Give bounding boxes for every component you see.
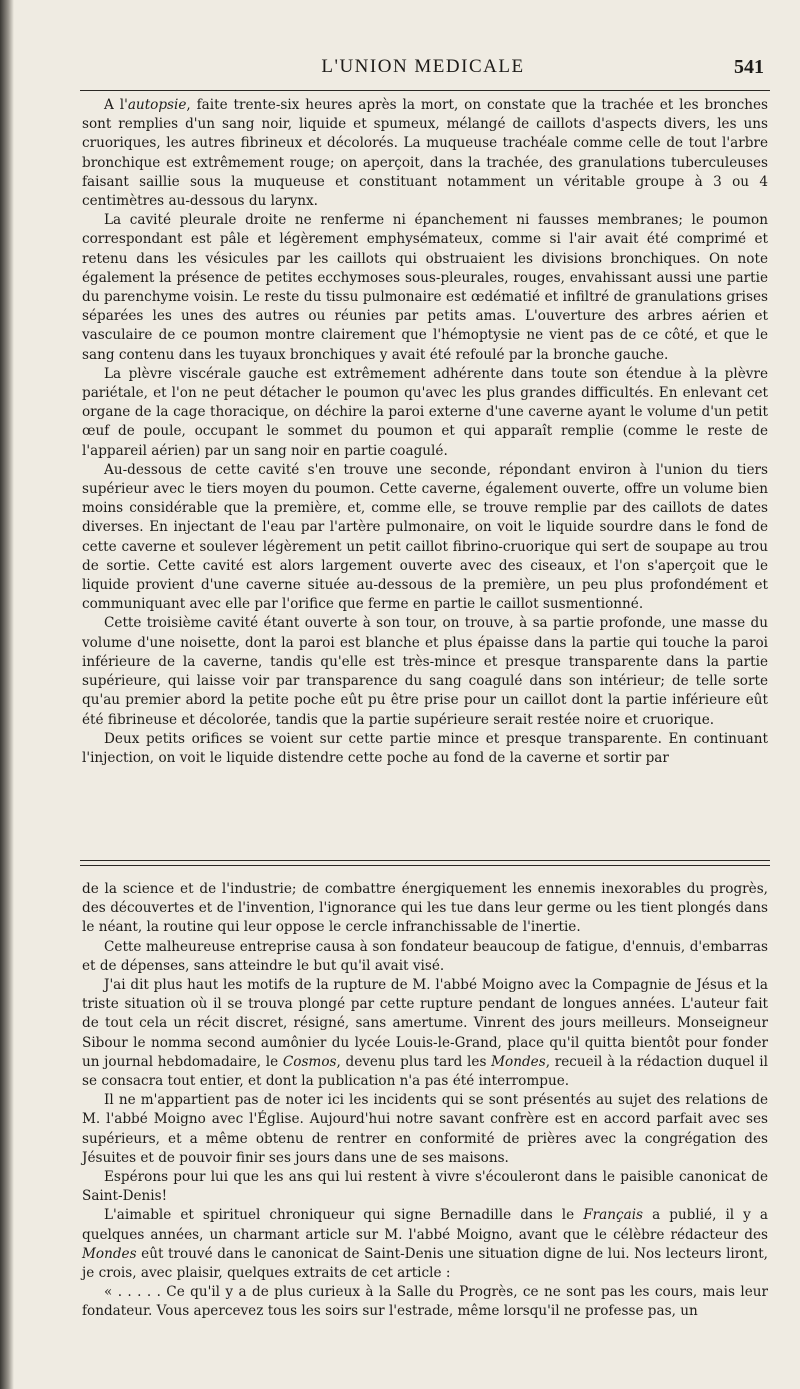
page-number: 541 [734, 56, 764, 78]
paragraph-orifices: Deux petits orifices se voient sur cette partie mince et presque transparente. En continuant l'injection, on voit le liquide distendre cette poche au fond de la caverne et sortir par [82, 730, 768, 766]
case-report-text [82, 96, 768, 768]
paragraph-saint-denis: Espérons pour lui que les ans qui lui restent à vivre s'écouleront dans le paisible canonicat de Saint-Denis! [82, 1169, 768, 1205]
feuilleton-text [82, 880, 768, 1322]
paragraph-quotation: « . . . . . Ce qu'il y a de plus curieux à la Salle du Progrès, ce ne sont pas les cours, mais leur fondateur. Vous apercevez tous les soirs sur l'estrade, même lorsqu'il ne professe pas, un [82, 1284, 768, 1320]
paragraph-enterprise: Cette malheureuse entreprise causa à son fondateur beaucoup de fatigue, d'ennuis, d'embarras et de dépenses, sans atteindre le but qu'il avait visé. [82, 938, 768, 974]
paragraph-third-cavity: Cette troisième cavité étant ouverte à son tour, on trouve, à sa partie profonde, une masse du volume d'une noisette, dont la paroi est blanche et plus épaisse dans la partie qui touche la paroi inférieure de la caverne, tandis qu'elle est très-mince et presque transparente dans la partie supérieure, qui laisse voir par transparence du sang coagulé dans son intérieur; de telle sorte qu'au premier abord la petite poche eût pu être prise pour un caillot dont la partie inférieure eût été fibrineuse et décolorée, tandis que la partie supérieure serait restée noire et cruorique. [82, 615, 768, 728]
header-rule [80, 90, 770, 91]
paragraph-continuation: de la science et de l'industrie; de combattre énergiquement les ennemis inexorables du progrès, des découvertes et de l'invention, l'ignorance qui les tue dans leur germe ou les tient plongés dans le néant, la routine qui leur oppose le cercle infranchissable de l'inertie. [82, 881, 768, 936]
paragraph-left-pleura: La plèvre viscérale gauche est extrêmement adhérente dans toute son étendue à la plèvre pariétale, et l'on ne peut détacher le poumon qu'avec les plus grandes difficultés. En enlevant cet organe de la cage thoracique, on déchire la paroi externe d'une caverne ayant le volume d'un petit œuf de poule, occupant le sommet du poumon et qui apparaît remplie (comme le reste de l'appareil aérien) par un sang noir en partie coagulé. [82, 365, 768, 459]
running-header [78, 50, 768, 84]
paragraph-rupture: J'ai dit plus haut les motifs de la rupture de M. l'abbé Moigno avec la Compagnie de Jésus et la triste situation où il se trouva plongé par cette rupture pendant de longues années. L'auteur fait de tout cela un récit discret, résigné, sans amertume. Vinrent des jours meilleurs. Monseigneur Sibour le nomma second aumônier du lycée Louis-le-Grand, place qu'il quitta bientôt pour fonder un journal hebdomadaire, le Cosmos, devenu plus tard les Mondes, recueil à la rédaction duquel il se consacra tout entier, et dont la publication n'a pas été interrompue. [82, 977, 769, 1090]
book-gutter-shadow [0, 0, 14, 1389]
paragraph-second-cavity: Au-dessous de cette cavité s'en trouve une seconde, répondant environ à l'union du tiers supérieur avec le tiers moyen du poumon. Cette caverne, également ouverte, offre un volume bien moins considérable que la première, et, comme elle, se trouve remplie par des caillots de dates diverses. En injectant de l'eau par l'artère pulmonaire, on voit le liquide sourdre dans le fond de cette caverne et soulever légèrement un petit caillot fibrino-cruorique qui sert de soupape au trou de sortie. Cette cavité est alors largement ouverte avec des ciseaux, et l'on s'aperçoit que le liquide provient d'une caverne située au-dessous de la première, un peu plus profondément et communiquant avec elle par l'orifice que ferme en partie le caillot susmentionné. [82, 461, 768, 613]
paragraph-bernadille: L'aimable et spirituel chroniqueur qui signe Bernadille dans le Français a publié, il y a quelques années, un charmant article sur M. l'abbé Moigno, avant que le célèbre rédacteur des Mondes eût trouvé dans le canonicat de Saint-Denis une situation digne de lui. Nos lecteurs liront, je crois, avec plaisir, quelques extraits de cet article : [82, 1207, 768, 1282]
paragraph-right-pleura: La cavité pleurale droite ne renferme ni épanchement ni fausses membranes; le poumon correspondant est pâle et légèrement emphysémateux, comme si l'air avait été comprimé et retenu dans les vésicules par les caillots qui obstruaient les divisions bronchiques. On note également la présence de petites ecchymoses sous-pleurales, rouges, envahissant aussi une partie du parenchyme voisin. Le reste du tissu pulmonaire est œdématié et infiltré de granulations grises séparées les unes des autres ou réunies par petits amas. L'ouverture des arbres aérien et vasculaire de ce poumon montre clairement que l'hémoptysie ne vient pas de ce côté, et que le sang contenu dans les tuyaux bronchiques y avait été refoulé par la bronche gauche. [82, 212, 768, 363]
paragraph-church-relations: Il ne m'appartient pas de noter ici les incidents qui se sont présentés au sujet des relations de M. l'abbé Moigno avec l'Église. Aujourd'hui notre savant confrère est en accord parfait avec ses supérieurs, et a même obtenu de rentrer en conformité de prières avec la congrégation des Jésuites et de pouvoir finir ses jours dans une de ses maisons. [82, 1092, 768, 1166]
running-title: L'UNION MEDICALE [321, 56, 525, 77]
paragraph-autopsy: A l'autopsie, faite trente-six heures après la mort, on constate que la trachée et les bronches sont remplies d'un sang noir, liquide et spumeux, mélangé de caillots d'aspects divers, les uns cruoriques, les autres fibrineux et décolorés. La muqueuse trachéale comme celle de tout l'arbre bronchique est extrêmement rouge; on aperçoit, dans la trachée, des granulations tuberculeuses faisant saillie sous la muqueuse et constituant notamment un véritable groupe à 3 ou 4 centimètres au-dessous du larynx. [82, 97, 768, 210]
feuilleton-separator-rule [80, 860, 770, 866]
